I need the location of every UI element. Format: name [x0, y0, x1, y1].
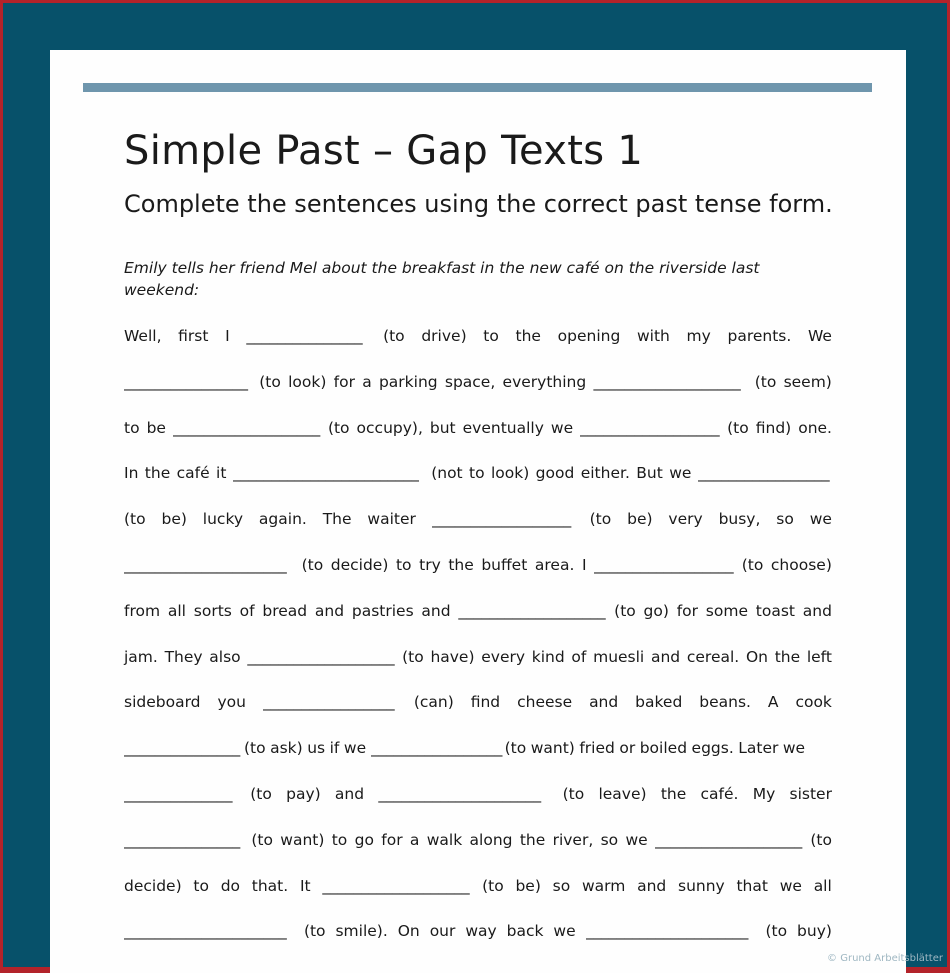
text-line — [124, 505, 832, 551]
answer-blank: _____________________ — [124, 555, 287, 574]
answer-blank: _____________________ — [124, 922, 287, 941]
text-word: a — [362, 372, 372, 391]
text-line — [124, 688, 832, 734]
answer-blank: ________________________ — [232, 464, 419, 483]
text-word: café — [176, 464, 210, 483]
text-word: opening — [557, 327, 621, 345]
text-word: the — [144, 464, 171, 483]
text-word: the — [448, 555, 474, 574]
text-word: to — [124, 418, 140, 437]
text-word: sunny — [678, 876, 725, 895]
text-word: kind — [531, 647, 565, 666]
text-word: waiter — [367, 510, 416, 529]
text-word: sister — [789, 784, 832, 803]
text-word: (to — [244, 739, 266, 758]
text-word: I — [581, 555, 587, 574]
text-line — [124, 643, 832, 689]
text-word: A — [767, 693, 779, 712]
text-word: pastries — [351, 601, 414, 620]
text-word: leave) — [598, 784, 647, 803]
text-word: that — [736, 876, 768, 895]
text-word: sorts — [193, 601, 232, 620]
text-word: Well, — [124, 327, 162, 345]
text-word: beans. — [699, 693, 751, 712]
text-word: want) — [280, 830, 325, 849]
text-word: cook — [795, 693, 832, 712]
text-word: the — [515, 327, 541, 345]
answer-blank: __________________ — [580, 418, 720, 437]
answer-blank: ________________ — [124, 372, 248, 391]
text-word: and — [421, 601, 451, 620]
text-word: so — [776, 510, 794, 529]
text-line — [124, 917, 832, 963]
text-word: (to — [259, 372, 281, 391]
text-word: fried — [579, 739, 615, 758]
text-word: (to — [562, 784, 585, 803]
text-word: find — [470, 693, 501, 712]
text-word: jam. — [124, 647, 158, 666]
text-word: river, — [552, 830, 594, 849]
text-word: some — [705, 601, 748, 620]
text-word: eventually — [462, 418, 544, 437]
text-word: every — [481, 647, 526, 666]
text-word: and — [650, 647, 681, 666]
text-word: (to — [327, 418, 350, 437]
text-word: also — [209, 647, 241, 666]
text-line — [124, 826, 832, 872]
text-word: try — [419, 555, 441, 574]
text-word: a — [409, 830, 420, 849]
text-word: choose) — [770, 555, 832, 574]
text-word: parents. — [727, 327, 792, 345]
text-word: muesli — [593, 647, 645, 666]
text-word: (not — [431, 464, 463, 483]
text-word: we — [553, 922, 576, 941]
text-word: go — [354, 830, 374, 849]
text-line — [124, 459, 832, 505]
answer-blank: _________________ — [697, 464, 830, 483]
text-word: On — [397, 922, 420, 941]
text-word: my — [686, 327, 711, 345]
answer-blank: _________________ — [370, 739, 503, 758]
text-word: eggs. — [691, 739, 734, 758]
text-word: (to — [402, 647, 424, 666]
text-word: left — [806, 647, 832, 666]
text-word: decide) — [124, 876, 182, 895]
text-word: (to — [589, 510, 612, 529]
text-word: so — [600, 830, 619, 849]
worksheet-title: Simple Past – Gap Texts 1 — [124, 128, 644, 174]
worksheet-instructions: Complete the sentences using the correct past tense form. — [124, 190, 833, 218]
text-word: if — [329, 739, 340, 758]
text-word: we — [779, 876, 802, 895]
exercise-intro: Emily tells her friend Mel about the breakfast in the new café on the riverside last weekend: — [124, 259, 760, 299]
text-word: either. — [580, 464, 630, 483]
text-word: look) — [288, 372, 327, 391]
answer-blank: ___________________ — [655, 830, 803, 849]
gap-text-body — [124, 322, 832, 963]
text-word: But — [636, 464, 663, 483]
text-word: all — [813, 876, 832, 895]
text-word: from — [124, 601, 161, 620]
text-word: along — [469, 830, 513, 849]
text-word: buy) — [797, 922, 832, 941]
text-word: we — [669, 464, 692, 483]
text-word: to — [193, 876, 209, 895]
text-word: have) — [430, 647, 475, 666]
text-line — [124, 322, 832, 368]
answer-blank: _____________________ — [585, 922, 749, 941]
answer-blank: _______________ — [246, 327, 363, 345]
text-word: and — [637, 876, 667, 895]
text-word: you — [217, 693, 246, 712]
text-word: it — [216, 464, 227, 483]
text-word: look) — [490, 464, 530, 483]
text-word: for — [676, 601, 699, 620]
text-word: we — [625, 830, 648, 849]
copyright-watermark: © Grund Arbeitsblätter — [827, 953, 943, 964]
text-word: be) — [515, 876, 541, 895]
text-word: parking — [378, 372, 438, 391]
text-word: we — [343, 739, 367, 758]
text-word: do — [220, 876, 241, 895]
text-word: we — [550, 418, 574, 437]
text-word: baked — [635, 693, 683, 712]
text-word: (to — [124, 510, 146, 529]
text-word: sideboard — [124, 693, 201, 712]
top-accent-rule — [83, 83, 872, 92]
text-word: busy, — [718, 510, 761, 529]
answer-blank: ___________________ — [593, 372, 741, 391]
text-word: good — [535, 464, 575, 483]
text-word: pay) — [286, 784, 321, 803]
text-word: we — [782, 739, 806, 758]
text-word: the — [660, 784, 687, 803]
text-word: us — [307, 739, 326, 758]
text-line — [124, 780, 832, 826]
text-word: be) — [161, 510, 187, 529]
text-word: to — [483, 327, 499, 345]
worksheet-page — [50, 50, 906, 973]
text-word: decide) — [330, 555, 389, 574]
answer-blank: ___________________ — [172, 418, 321, 437]
text-word: (to — [250, 784, 272, 803]
text-word: They — [164, 647, 203, 666]
text-word: space, — [444, 372, 496, 391]
answer-blank: _______________ — [124, 830, 241, 849]
text-word: seem) — [783, 372, 832, 391]
text-line — [124, 551, 832, 597]
text-word: boiled — [639, 739, 688, 758]
text-word: all — [167, 601, 186, 620]
text-word: (to — [251, 830, 273, 849]
text-word: to — [469, 464, 485, 483]
text-word: (to — [754, 372, 777, 391]
answer-blank: ___________________ — [247, 647, 395, 666]
text-word: and — [802, 601, 832, 620]
text-word: Later — [738, 739, 779, 758]
text-word: but — [429, 418, 456, 437]
text-word: cereal. — [686, 647, 740, 666]
text-line — [124, 734, 832, 780]
text-word: for — [333, 372, 355, 391]
text-word: we — [809, 510, 832, 529]
answer-blank: ___________________ — [458, 601, 606, 620]
text-word: bread — [262, 601, 308, 620]
text-word: In — [124, 464, 139, 483]
text-word: our — [429, 922, 456, 941]
text-word: I — [225, 327, 230, 345]
text-word: one. — [798, 418, 832, 437]
text-word: to — [331, 830, 348, 849]
answer-blank: ___________________ — [322, 876, 470, 895]
text-word: café. — [700, 784, 739, 803]
text-word: walk — [426, 830, 463, 849]
text-word: (to — [810, 830, 832, 849]
text-line — [124, 872, 832, 918]
text-line — [124, 597, 832, 643]
text-word: and — [314, 601, 345, 620]
text-word: The — [322, 510, 352, 529]
text-word: of — [239, 601, 255, 620]
text-word: On — [745, 647, 768, 666]
text-line — [124, 368, 832, 414]
text-word: smile). — [335, 922, 388, 941]
text-word: (can) — [413, 693, 454, 712]
text-word: of — [571, 647, 587, 666]
teal-frame — [3, 3, 947, 967]
text-word: (to — [765, 922, 788, 941]
answer-blank: __________________ — [431, 510, 572, 529]
text-word: find) — [755, 418, 792, 437]
text-word: and — [334, 784, 365, 803]
text-word: ask) — [270, 739, 303, 758]
text-word: It — [299, 876, 311, 895]
text-word: with — [636, 327, 670, 345]
text-word: buffet — [481, 555, 528, 574]
text-word: so — [552, 876, 571, 895]
text-line — [124, 414, 832, 460]
text-word: back — [506, 922, 544, 941]
answer-blank: _________________ — [262, 693, 395, 712]
text-word: area. — [534, 555, 575, 574]
text-word: everything — [502, 372, 587, 391]
answer-blank: _______________ — [124, 739, 241, 758]
text-word: (to — [383, 327, 405, 345]
answer-blank: ______________ — [124, 784, 233, 803]
text-word: (to — [741, 555, 764, 574]
text-word: (to — [482, 876, 504, 895]
text-word: first — [178, 327, 209, 345]
text-word: occupy), — [356, 418, 423, 437]
text-word: to — [395, 555, 412, 574]
text-word: lucky — [202, 510, 244, 529]
text-word: and — [589, 693, 619, 712]
text-word: (to — [614, 601, 636, 620]
text-word: toast — [755, 601, 795, 620]
text-word: My — [752, 784, 776, 803]
text-word: (to — [303, 922, 326, 941]
text-word: be — [146, 418, 166, 437]
text-word: very — [668, 510, 703, 529]
text-word: We — [807, 327, 832, 345]
text-word: (to — [727, 418, 749, 437]
text-word: go) — [643, 601, 669, 620]
answer-blank: _____________________ — [378, 784, 542, 803]
text-word: want) — [530, 739, 575, 758]
text-word: cheese — [517, 693, 573, 712]
text-word: that. — [251, 876, 289, 895]
text-word: be) — [627, 510, 653, 529]
text-word: the — [519, 830, 546, 849]
answer-blank: __________________ — [594, 555, 734, 574]
text-word: again. — [258, 510, 307, 529]
text-word: for — [381, 830, 403, 849]
text-word: drive) — [421, 327, 467, 345]
text-word: (to — [301, 555, 324, 574]
text-word: warm — [581, 876, 626, 895]
text-word: or — [619, 739, 636, 758]
text-word: (to — [504, 739, 527, 758]
text-word: the — [774, 647, 801, 666]
text-word: way — [465, 922, 497, 941]
